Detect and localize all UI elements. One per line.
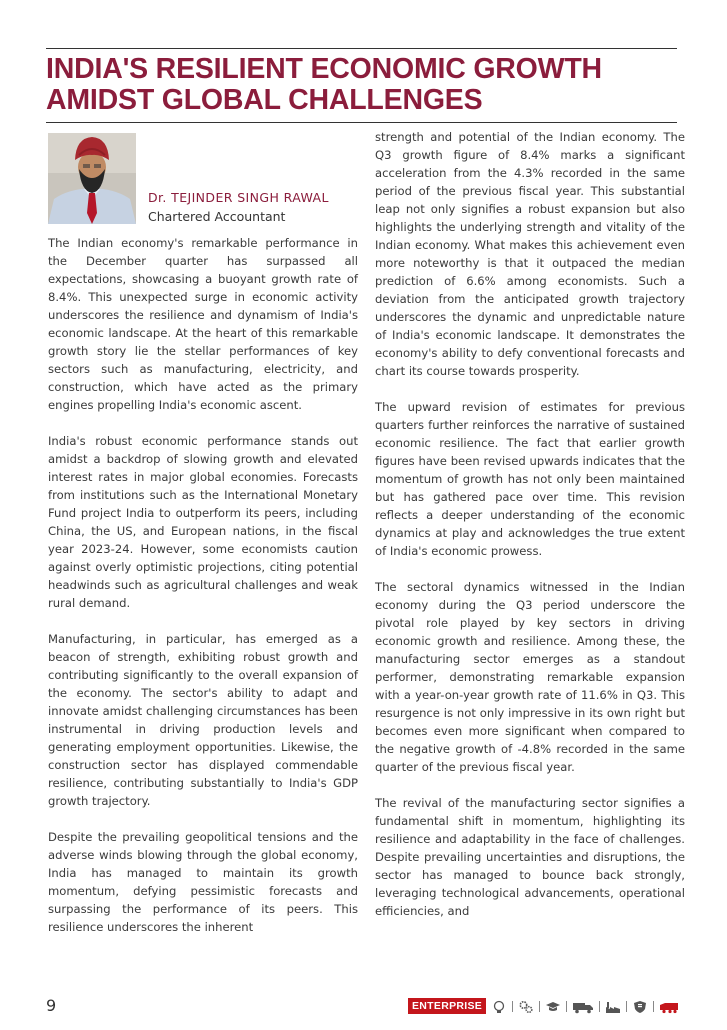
divider <box>566 1001 567 1012</box>
divider <box>626 1001 627 1012</box>
truck-icon <box>572 999 594 1013</box>
factory-icon <box>605 999 621 1013</box>
paragraph: strength and potential of the Indian economy. The Q3 growth figure of 8.4% marks a significant acceleration from the 4.3% recorded in the same period of the previous fiscal year. This substantial leap not only signifies a robust expansion but also highlights the underlying strength and vitality of the Indian economy. What makes this achievement even more noteworthy is that it outpaced the median prediction of 6.6% among economists. Such a deviation from the anticipated growth trajectory underscores the dynamic and unpredictable nature of India's economic landscape. It demonstrates the economy's ability to defy conventional forecasts and chart its course towards prosperity. <box>375 130 685 378</box>
gears-icon <box>518 999 534 1013</box>
paragraph: The sectoral dynamics witnessed in the Indian economy during the Q3 period underscore the pivotal role played by key sectors in driving economic growth and resilience. Among these, the manufacturing sector emerges as a standout performer, demonstrating remarkable expansion with a year-on-year growth rate of 11.6% in Q3. This resurgence is not only impressive in its own right but becomes even more significant when compared to the negative growth of -4.8% recorded in the same quarter of the previous fiscal year. <box>375 580 685 774</box>
lightbulb-icon <box>491 999 507 1013</box>
paragraph: Manufacturing, in particular, has emerged as a beacon of strength, exhibiting robust growth and contributing significantly to the overall expansion of the economy. The sector's ability to adapt and innovate amidst challenging circumstances has been instrumental in driving production levels and generating employment opportunities. Likewise, the construction sector has displayed commendable resilience, contributing substantially to India's GDP growth trajectory. <box>48 632 358 808</box>
paragraph: The Indian economy's remarkable performance in the December quarter has surpassed all expectations, showcasing a buoyant growth rate of 8.4%. This unexpected surge in economic activity underscores the resilience and dynamism of India's economic landscape. At the heart of this remarkable growth story lie the stellar performances of key sectors such as manufacturing, electricity, and construction, which have acted as the primary engines propelling India's economic ascent. <box>48 236 358 412</box>
paragraph: The upward revision of estimates for previous quarters further reinforces the narrative of sustained economic resilience. The fact that earlier growth figures have been revised upwards indicates that the momentum of growth has not only been maintained but has gathered pace over time. This revision reflects a deeper understanding of the economic dynamics at play and acknowledges the true extent of India's economic prowess. <box>375 400 685 558</box>
graduation-cap-icon <box>545 999 561 1013</box>
headline-rule <box>46 122 677 123</box>
page-number: 9 <box>46 996 57 1015</box>
paragraph: The revival of the manufacturing sector signifies a fundamental shift in momentum, highlighting its resilience and adaptability in the face of challenges. Despite prevailing uncertainties and disruptions, the sector has managed to bounce back strongly, leveraging technological advancements, operational efficiencies, and <box>375 796 685 918</box>
rupee-shield-icon <box>632 999 648 1013</box>
paragraph: India's robust economic performance stands out amidst a backdrop of slowing growth and elevated interest rates in major global economies. Forecasts from institutions such as the International Monetary Fund project India to outperform its peers, including China, the US, and European nations, in the fiscal year 2023-24. However, some economists caution against overly optimistic projections, citing potential headwinds such as agricultural challenges and weak rural demand. <box>48 434 358 610</box>
divider <box>599 1001 600 1012</box>
enterprise-logo: ENTERPRISE <box>408 998 486 1014</box>
divider <box>539 1001 540 1012</box>
divider <box>512 1001 513 1012</box>
right-column <box>375 128 685 920</box>
rail-engine-icon <box>659 999 679 1013</box>
left-column <box>48 234 358 936</box>
author-photo <box>48 133 136 224</box>
headline-line-1: INDIA'S RESILIENT ECONOMIC GROWTH <box>46 53 602 85</box>
divider <box>653 1001 654 1012</box>
top-rule <box>46 48 677 49</box>
footer-brand-strip <box>408 997 679 1015</box>
article-headline <box>46 54 686 116</box>
author-name: Dr. TEJINDER SINGH RAWAL <box>148 190 329 205</box>
headline-line-2: AMIDST GLOBAL CHALLENGES <box>46 84 483 116</box>
author-role: Chartered Accountant <box>148 209 286 224</box>
paragraph: Despite the prevailing geopolitical tensions and the adverse winds blowing through the global economy, India has managed to maintain its growth momentum, defying pessimistic forecasts and surpassing the performance of its peers. This resilience underscores the inherent <box>48 830 358 934</box>
